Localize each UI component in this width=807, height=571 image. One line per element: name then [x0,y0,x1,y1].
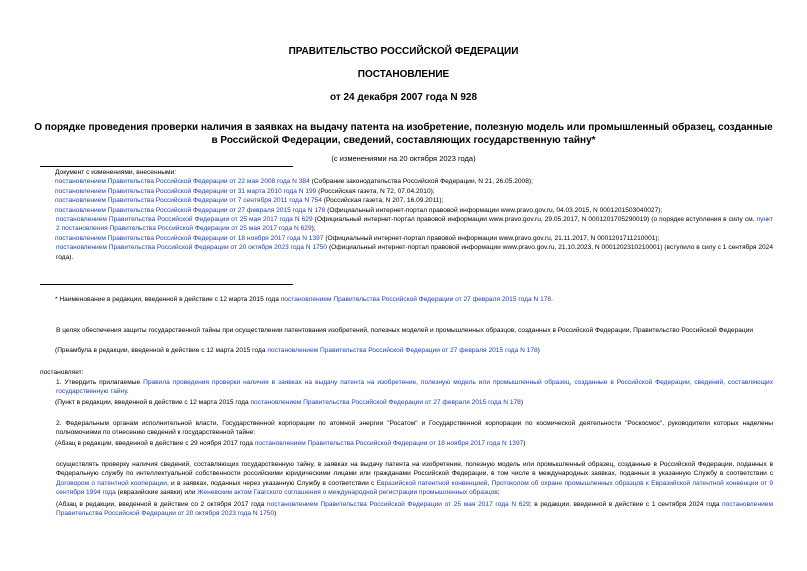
preamble-note: (Преамбула в редакции, введенной в действие с 12 марта 2015 года постановлением Правительства Российской Федерации от 27 февраля 2015 года N 178) [55,347,540,354]
amendment-item: постановлением Правительства Российской Федерации от 22 мая 2008 года N 384 (Собрание законодательства Российской Федерации, N 21, 26.05.2008); [55,178,533,186]
amendments-intro: Документ с изменениями, внесенными: [55,169,177,176]
clause-2-subparagraph-note: (Абзац в редакции, введенной в действие со 2 октября 2017 года постановлением Правительства Российской Федерации от 25 мая 2017 года N 629; в редакции, введенной в действие с 1 сентября 2024 года постановлением Правительства Российской Федерации от 20 октября 2023 года N 1750) [56,501,773,518]
clause-1-note: (Пункт в редакции, введенной в действие с 12 марта 2015 года постановлением Правительства Российской Федерации от 27 февраля 2015 года N 178) [55,399,524,406]
rules-link[interactable]: Правила проведения проверки наличия в заявках на выдачу патента на изобретение, полезную модель или промышленный образец, созданные в Российской Федерации, сведений, составляющих государственную тайну [56,379,773,396]
separator-line [40,166,293,167]
preamble-note-link[interactable]: постановлением Правительства Российской Федерации от 27 февраля 2015 года N 178 [267,347,538,354]
government-heading: ПРАВИТЕЛЬСТВО РОССИЙСКОЙ ФЕДЕРАЦИИ [288,46,519,57]
document-title: О порядке проведения проверки наличия в заявках на выдачу патента на изобретение, полезную модель или промышленный образец, созданные в Российской Федерации, сведений, составляющих государственную тайну* [34,122,773,146]
amendment-link[interactable]: постановлением Правительства Российской Федерации от 22 мая 2008 года N 384 [55,178,310,186]
document-date-number: от 24 декабря 2007 года N 928 [329,92,478,103]
amendment-item: постановлением Правительства Российской Федерации от 18 ноября 2017 года N 1397 (Официальный интернет-портал правовой информации www.pravo.gov.ru, 21.11.2017, N 0001201711210001); [55,234,660,242]
amendments-list [40,168,773,262]
preamble: В целях обеспечения защиты государственной тайны при осуществлении патентования изобретений, полезных моделей и промышленных образцов, созданных в Российской Федерации, Правительство Российской Федерации [56,327,754,334]
amendment-link[interactable]: постановлением Правительства Российской Федерации от 18 ноября 2017 года N 1397 [55,234,324,242]
separator-line [40,284,293,285]
amendment-link[interactable]: постановлением Правительства Российской Федерации от 20 октября 2023 года N 1750 [56,244,328,252]
protocol-link[interactable]: Протоколом об охране промышленных образцов к Евразийской патентной конвенции от 9 сентября 1994 года [56,479,773,497]
clause-1: 1. Утвердить прилагаемые Правила проведения проверки наличия в заявках на выдачу патента на изобретение, полезную модель или промышленный образец, созданные в Российской Федерации, сведений, составляющих государственную тайну. [56,379,773,396]
amendment-item: постановлением Правительства Российской Федерации от 7 сентября 2011 года N 754 (Российская газета, N 207, 16.09.2011); [55,197,444,205]
amendment-item: постановлением Правительства Российской Федерации от 31 марта 2010 года N 199 (Российская газета, N 72, 07.04.2010); [55,187,435,195]
eurasian-convention-link[interactable]: Евразийской патентной конвенцией [376,479,488,487]
amendment-item: постановлением Правительства Российской Федерации от 25 мая 2017 года N 629 (Официальный интернет-портал правовой информации www.pravo.gov.ru, 29.05.2017, N 0001201705290019) (о порядке вступления в силу см. пункт 2 постановления Правительства Российской Федерации от 25 мая 2017 года N 629); [56,216,774,233]
decree-word: постановляет: [40,369,84,376]
revision-note: (с изменениями на 20 октября 2023 года) [331,154,476,163]
clause-2: 2. Федеральным органам исполнительной власти, Государственной корпорации по атомной энергии "Росатом" и Государственной корпорации по космической деятельности "Роскосмос", руководители которых наделены полномочиями по отнесению сведений к государственной тайне: [56,420,773,437]
amendment-item: постановлением Правительства Российской Федерации от 27 февраля 2015 года N 178 (Официальный интернет-портал правовой информации www.pravo.gov.ru, 04.03.2015, N 0001201503040027); [55,206,663,214]
pct-link[interactable]: Договором о патентной кооперации [56,479,167,487]
clause-2-subparagraph: осуществлять проверку наличия сведений, составляющих государственную тайну, в заявках на выдачу патента на изобретение, полезную модель или промышленный образец, созданные в Российской Федерации, поданных в Федеральную службу по интеллектуальной собственности российскими юридическими лицами или гражданами Российской Федерации, в том числе в международных заявках, поданных в указанную Службу в соответствии с Договором о патентной кооперации, и в заявках, поданных через указанную Службу в соответствии с Евразийской патентной конвенцией, Протоколом об охране промышленных образцов к Евразийской патентной конвенции от 9 сентября 1994 года (евразийские заявки) или Женевским актом Гаагского соглашения о международной регистрации промышленных образцов; [56,461,773,497]
amendment-link[interactable]: постановлением Правительства Российской Федерации от 25 мая 2017 года N 629 [56,216,313,224]
amendment-link[interactable]: постановлением Правительства Российской Федерации от 27 февраля 2015 года N 178 [55,206,326,214]
amendment-link[interactable]: пункт 2 постановления Правительства Российской Федерации от 25 мая 2017 года N 629 [56,216,774,233]
geneva-act-link[interactable]: Женевским актом Гаагского соглашения о международной регистрации промышленных образцов [197,489,498,497]
document-type: ПОСТАНОВЛЕНИЕ [357,69,450,80]
subparagraph-note-link[interactable]: постановлением Правительства Российской Федерации от 20 октября 2023 года N 1750 [56,501,773,518]
amendment-link[interactable]: постановлением Правительства Российской Федерации от 7 сентября 2011 года N 754 [55,197,322,205]
footnote: * Наименование в редакции, введенной в действие с 12 марта 2015 года постановлением Правительства Российской Федерации от 27 февраля 2015 года N 178. [55,296,553,303]
clause-2-note: (Абзац в редакции, введенной в действие с 29 ноября 2017 года постановлением Правительства Российской Федерации от 18 ноября 2017 года N 1397) [55,440,526,447]
subparagraph-note-link[interactable]: постановлением Правительства Российской Федерации от 25 мая 2017 года N 629 [267,501,530,508]
clause-2-note-link[interactable]: постановлением Правительства Российской Федерации от 18 ноября 2017 года N 1397 [254,440,524,447]
amendment-item: постановлением Правительства Российской Федерации от 20 октября 2023 года N 1750 (Официальный интернет-портал правовой информации www.pravo.gov.ru, 21.10.2023, N 0001202310210001) (вступило в силу с 1 сентября 2024 года). [56,244,773,261]
footnote-link[interactable]: постановлением Правительства Российской Федерации от 27 февраля 2015 года N 178 [280,296,552,303]
amendment-link[interactable]: постановлением Правительства Российской Федерации от 31 марта 2010 года N 199 [55,187,317,195]
clause-1-note-link[interactable]: постановлением Правительства Российской Федерации от 27 февраля 2015 года N 178 [250,399,521,406]
